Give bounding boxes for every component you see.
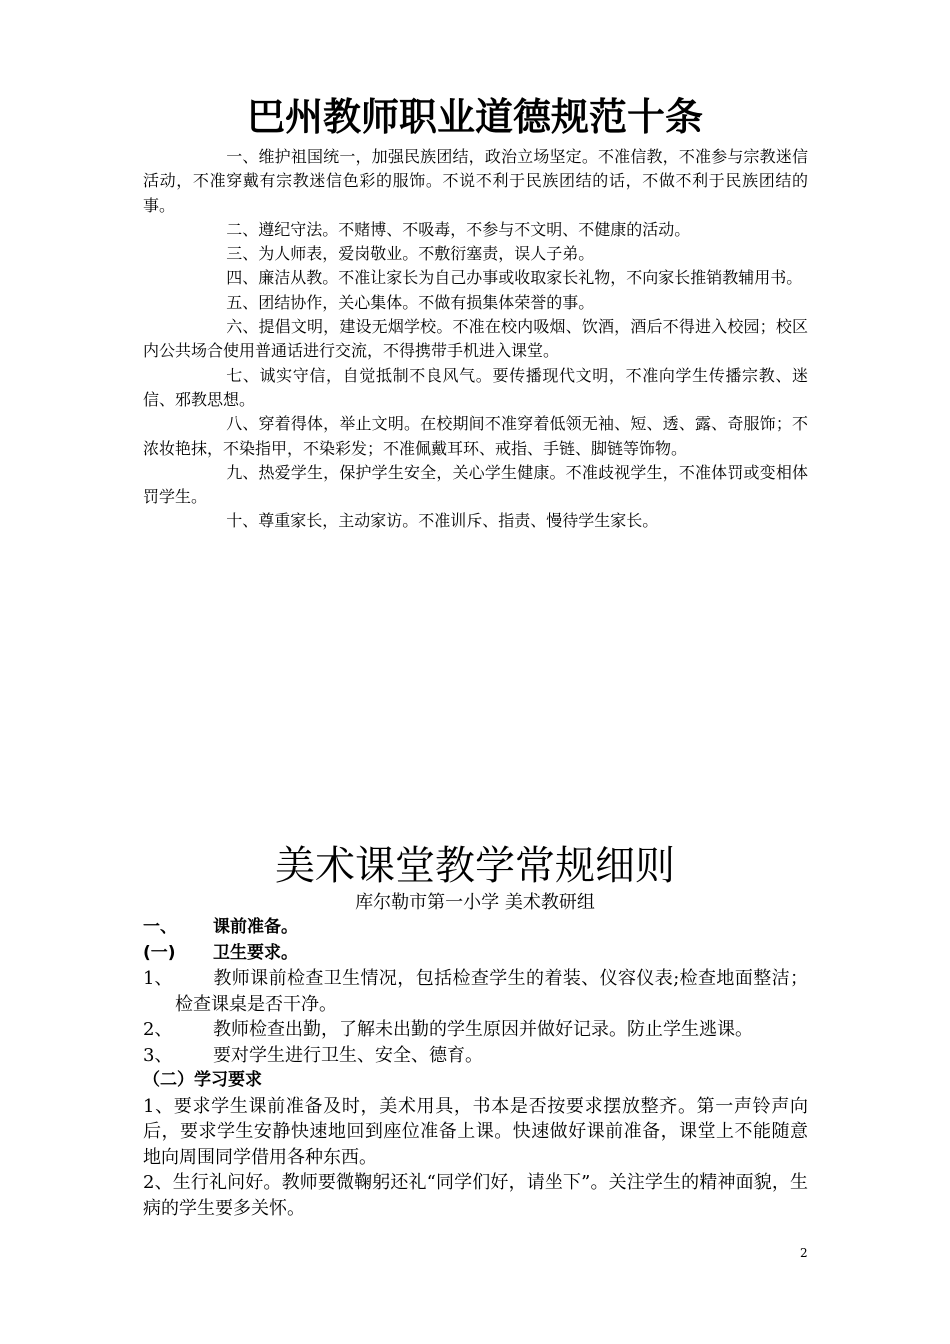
subsection-number: (一) [143,942,176,963]
code-item: 九、热爱学生，保护学生安全，关心学生健康。不准歧视学生，不准体罚或变相体罚学生。 [143,462,808,507]
section-label: 课前准备。 [213,917,298,937]
item-number: 2、 [143,1019,173,1040]
rules-title: 美术课堂教学常规细则 [275,843,675,889]
code-item: 五、团结协作，关心集体。不做有损集体荣誉的事。 [226,292,595,312]
subsection-label: 卫生要求。 [213,942,298,963]
section-number: 一、 [143,917,177,937]
code-items [143,145,808,534]
item-text: 要对学生进行卫生、安全、德育。 [213,1044,483,1066]
rules-subtitle: 库尔勒市第一小学 美术教研组 [355,892,595,913]
study-item: 2、生行礼问好。教师要微鞠躬还礼“同学们好，请坐下”。关注学生的精神面貌，生病的学生要多关怀。 [143,1172,808,1219]
code-item: 二、遵纪守法。不赌博、不吸毒，不参与不文明、不健康的活动。 [226,219,691,239]
code-item: 八、穿着得体，举止文明。在校期间不准穿着低领无袖、短、透、露、奇服饰；不浓妆艳抹，不染指甲，不染彩发；不准佩戴耳环、戒指、手链、脚链等饰物。 [143,414,808,458]
item-text: 教师课前检查卫生情况，包括检查学生的着装、仪容仪表;检查地面整洁；检查课桌是否干净。 [175,968,808,1015]
item-number: 1、 [143,968,173,989]
code-item: 六、提倡文明，建设无烟学校。不准在校内吸烟、饮酒，酒后不得进入校园；校区内公共场合使用普通话进行交流，不得携带手机进入课堂。 [143,317,808,361]
hygiene-item [143,1017,808,1043]
rules-body [143,915,808,1221]
subsection-heading-study: （二）学习要求 [143,1070,262,1090]
code-title: 巴州教师职业道德规范十条 [246,95,703,139]
item-text: 教师检查出勤，了解未出勤的学生原因并做好记录。防止学生逃课。 [213,1019,753,1040]
code-item: 十、尊重家长，主动家访。不准训斥、指责、慢待学生家长。 [226,511,659,531]
hygiene-item [143,1043,808,1069]
code-item: 一、维护祖国统一，加强民族团结，政治立场坚定。不准信教，不准参与宗教迷信活动，不准穿戴有宗教迷信色彩的服饰。不说不利于民族团结的话，不做不利于民族团结的事。 [143,147,808,215]
code-item: 四、廉洁从教。不准让家长为自己办事或收取家长礼物，不向家长推销教辅用书。 [226,268,803,288]
page-number: 2 [800,1246,808,1260]
code-item: 三、为人师表，爱岗敬业。不敷衍塞责，误人子弟。 [226,244,595,264]
item-number: 3、 [143,1044,173,1066]
subsection-heading [143,941,808,967]
section-heading [143,915,808,941]
hygiene-item [143,966,808,1017]
code-item: 七、诚实守信，自觉抵制不良风气。要传播现代文明，不准向学生传播宗教、迷信、邪教思想。 [143,365,808,409]
study-item: 1、要求学生课前准备及时，美术用具，书本是否按要求摆放整齐。第一声铃声向后，要求学生安静快速地回到座位准备上课。快速做好课前准备，课堂上不能随意地向周围同学借用各种东西。 [143,1095,808,1168]
